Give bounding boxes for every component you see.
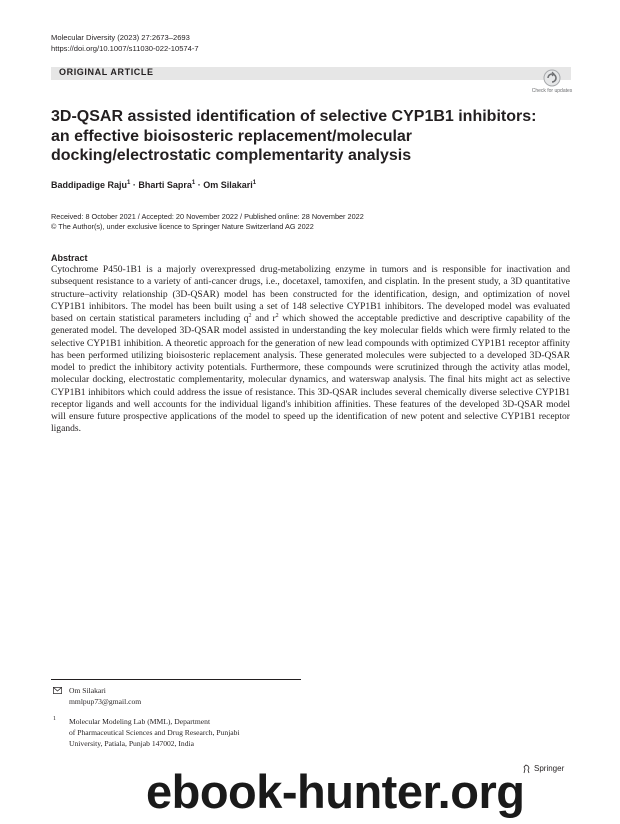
dates-line: Received: 8 October 2021 / Accepted: 20 November 2022 / Published online: 28 November 2022 (51, 212, 364, 221)
affiliation-line: Molecular Modeling Lab (MML), Department (69, 717, 211, 726)
footnote-divider (51, 679, 301, 680)
corresponding-name: Om Silakari (69, 686, 106, 695)
author-name[interactable]: Om Silakari (203, 180, 253, 190)
author-list (51, 180, 256, 190)
author-name[interactable]: Baddipadige Raju (51, 180, 128, 190)
check-for-updates-label[interactable]: Check for updates (531, 88, 573, 94)
corresponding-email[interactable]: mmlpup73@gmail.com (69, 697, 142, 706)
abstract-heading: Abstract (51, 253, 88, 263)
article-type-banner (51, 66, 573, 80)
watermark: ebook-hunter.org (146, 765, 525, 818)
publication-dates (51, 212, 364, 233)
abstract-superscript: 2 (275, 312, 279, 319)
affiliation-line: University, Patiala, Punjab 147002, India (69, 739, 194, 748)
author-name[interactable]: Bharti Sapra (138, 180, 192, 190)
envelope-icon (53, 687, 62, 694)
publisher-logo-text: Springer (534, 764, 565, 773)
author-affiliation-mark: 1 (252, 180, 257, 186)
affiliation-line: of Pharmaceutical Sciences and Drug Research, Punjabi (69, 728, 240, 737)
author-affiliation-mark: 1 (191, 180, 196, 186)
abstract-body (51, 264, 570, 436)
doi-link[interactable]: https://doi.org/10.1007/s11030-022-10574-7 (51, 44, 199, 53)
article-title: 3D-QSAR assisted identification of selective CYP1B1 inhibitors: an effective bioisosteric replacement/molecular docking/electrostatic complementarity analysis (51, 108, 537, 164)
journal-citation: Molecular Diversity (2023) 27:2673–2693 (51, 33, 190, 42)
abstract-text: which showed the acceptable predictive and descriptive capability of the generated model. The developed 3D-QSAR model assisted in understanding the key molecular fields which were firmly related to the selective CYP1B1 inhibition. A theoretic approach for the generation of new lead compounds with optimized CYP1B1 receptor affinity has been performed utilizing bioisosteric replacement analysis. These generated molecules were subjected to a developed 3D-QSAR model to predict the inhibitory activity potentials. Furthermore, these compounds were scrutinized through the activity atlas model, molecular docking, electrostatic complementarity, molecular dynamics, and waterswap analysis. The final hits might act as selective CYP1B1 inhibitors which could address the issue of resistance. This 3D-QSAR includes several chemically diverse selective CYP1B1 receptor ligands and well accounts for the individual ligand's inhibition affinities. These features of the developed 3D-QSAR model will ensure future prospective applications of the model to speed up the identification of new potent and selective CYP1B1 receptor ligands. (51, 313, 571, 435)
journal-header (51, 32, 199, 54)
copyright-line: © The Author(s), under exclusive licence to Springer Nature Switzerland AG 2022 (51, 222, 314, 232)
author-separator: · (195, 180, 204, 190)
affiliation (69, 716, 299, 749)
abstract-superscript: 2 (248, 312, 252, 319)
corresponding-author (69, 685, 141, 707)
abstract-text: Cytochrome P450-1B1 is a majorly overexpressed drug-metabolizing enzyme in tumors and is responsible for inactivation and subsequent resistance to a variety of anti-cancer drugs, i.e., docetaxel, tamoxifen, and cisplatin. In the present study, a 3D quantitative structure–activity relationship (3D-QSAR) model has been constructed for the identification, design, and optimization of novel CYP1B1 inhibitors. The model has been built using a set of 148 selective CYP1B1 inhibitors. The developed model was evaluated based on certain statistical parameters including q (51, 264, 570, 324)
article-type-label: ORIGINAL ARTICLE (59, 67, 154, 77)
abstract-text: and r (251, 313, 276, 324)
affiliation-number: 1 (53, 716, 56, 722)
author-separator: · (130, 180, 139, 190)
author-affiliation-mark: 1 (127, 180, 131, 186)
